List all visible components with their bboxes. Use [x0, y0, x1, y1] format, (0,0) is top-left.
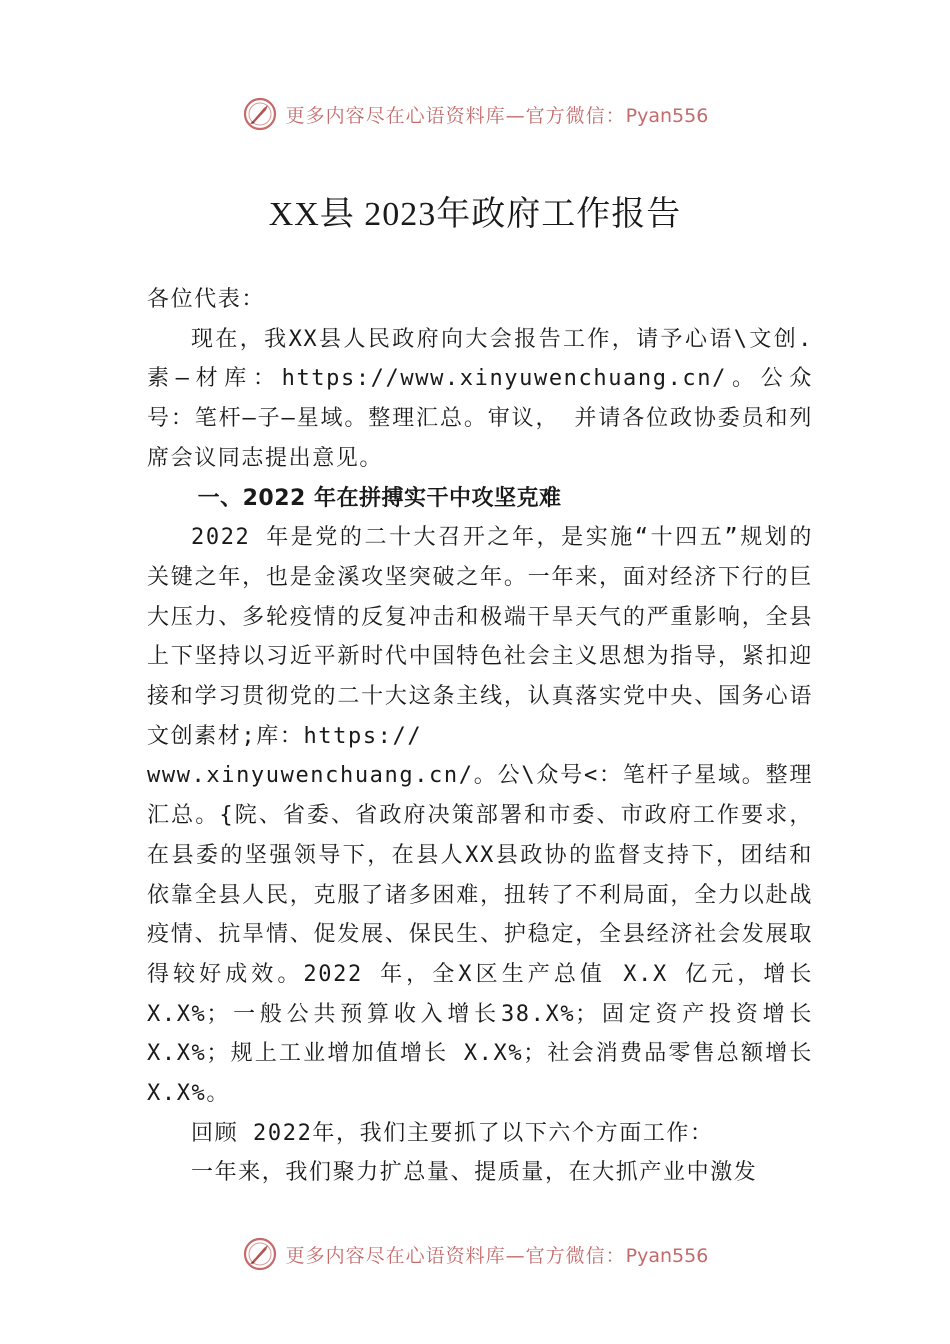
section-paragraph-continued: www.xinyuwenchuang.cn/。公\众号<：笔杆子星域。整理汇总。{院、省委、省政府决策部署和市委、市政府工作要求，在县委的坚强领导下，在县人XX县政协的监督支持下，团结和依靠全县人民，克服了诸多困难，扭转了不利局面，全力以赴战疫情、抗旱情、促发展、保民生、护稳定，全县经济社会发展取得较好成效。2022 年，全X区生产总值 X.X 亿元，增长 X.X%；一般公共预算收入增长38.X%；固定资产投资增长 X.X%；规上工业增加值增长 X.X%；社会消费品零售总额增长 X.X%。 [147, 763, 813, 1107]
trailing-paragraph: 一年来，我们聚力扩总量、提质量，在大抓产业中激发 [191, 1160, 758, 1186]
brush-circle-logo-icon [242, 1236, 278, 1272]
watermark-text: 更多内容尽在心语资料库—官方微信：Pyan556 [285, 104, 709, 127]
header-watermark [0, 94, 950, 134]
salutation: 各位代表： [147, 287, 266, 312]
document-title: XX县 2023年政府工作报告 [268, 196, 682, 233]
section-paragraph: 2022 年是党的二十大召开之年，是实施“十四五”规划的关键之年，也是金溪攻坚突破之年。一年来，面对经济下行的巨大压力、多轮疫情的反复冲击和极端干旱天气的严重影响，全县上下坚持以习近平新时代中国特色社会主义思想为指导，紧扣迎接和学习贯彻党的二十大这条主线，认真落实党中央、国务心语文创素材;库：https:// [147, 525, 813, 749]
intro-paragraph: 现在，我XX县人民政府向大会报告工作，请予心语\文创.素—材库：https://www.xinyuwenchuang.cn/。公众号：笔杆—子—星域。整理汇总。审议， 并请各位政协委员和列席会议同志提出意见。 [147, 326, 813, 471]
footer-watermark [0, 1234, 950, 1274]
brush-circle-logo-icon [242, 96, 278, 132]
watermark-text: 更多内容尽在心语资料库—官方微信：Pyan556 [285, 1244, 709, 1267]
document-body [147, 280, 813, 1193]
section-heading: 一、2022 年在拼搏实干中攻坚克难 [197, 485, 562, 511]
review-paragraph: 回顾 2022年，我们主要抓了以下六个方面工作： [191, 1120, 714, 1146]
